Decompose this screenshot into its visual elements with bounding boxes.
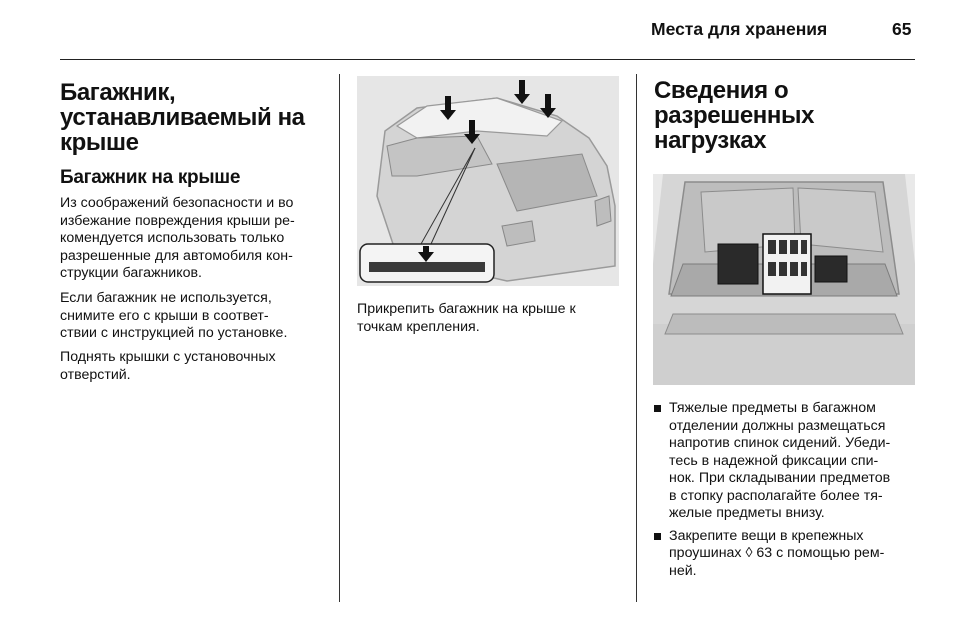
load-tips-list	[654, 400, 919, 585]
text-line: желые предметы внизу.	[669, 505, 825, 521]
text-line: струкции багажников.	[60, 265, 202, 281]
page-header-title: Места для хранения	[651, 19, 828, 39]
column-divider-right	[636, 74, 637, 602]
text-line: точкам крепления.	[357, 318, 480, 335]
cargo-area-drawing	[653, 174, 915, 385]
section-title-loads	[654, 78, 814, 153]
text-line: Тяжелые предметы в багажном	[669, 400, 876, 416]
paragraph-not-used	[60, 290, 287, 343]
text-line: ствии с инструкцией по установке.	[60, 325, 288, 341]
text-line: в стопку располагайте более тя-	[669, 487, 883, 504]
bullet-square-icon	[654, 405, 661, 412]
title-line: устанавливаемый на	[60, 104, 305, 131]
paragraph-lift-covers	[60, 349, 276, 384]
section-title-roof-rack	[60, 80, 305, 155]
car-roof-drawing	[357, 76, 619, 286]
text-line: тесь в надежной фиксации спи-	[669, 452, 879, 469]
roof-rack-illustration	[357, 76, 619, 286]
text-line: избежание повреждения крыши ре-	[60, 212, 295, 229]
column-divider-left	[339, 74, 340, 602]
text-line: отделении должны размещаться	[669, 417, 886, 434]
text-line: Если багажник не используется,	[60, 290, 272, 306]
header-rule	[60, 59, 915, 60]
bullet-square-icon	[654, 533, 661, 540]
title-line: Багажник,	[60, 79, 176, 106]
illustration-caption	[357, 301, 576, 336]
text-line: нок. При складывании предметов	[669, 470, 891, 486]
text-line: разрешенные для автомобиля кон-	[60, 247, 293, 264]
list-item	[654, 528, 919, 581]
text-line: ней.	[669, 562, 697, 579]
page-number: 65	[892, 19, 912, 39]
title-line: разрешенных	[654, 102, 815, 129]
text-line: снимите его с крыши в соответ-	[60, 307, 269, 324]
text-line: Прикрепить багажник на крыше к	[357, 301, 576, 317]
title-line: крыше	[60, 129, 139, 156]
title-line: Сведения о	[654, 77, 789, 104]
text-line: Закрепите вещи в крепежных	[669, 527, 864, 544]
title-line: нагрузках	[654, 127, 767, 154]
text-line: комендуется использовать только	[60, 230, 285, 246]
text-line: отверстий.	[60, 366, 131, 383]
list-item	[654, 400, 919, 523]
cargo-loading-illustration	[653, 174, 915, 385]
text-line: проушинах ◊ 63 с помощью рем-	[669, 545, 885, 561]
paragraph-safety	[60, 195, 295, 283]
text-line: напротив спинок сидений. Убеди-	[669, 435, 891, 451]
text-line: Из соображений безопасности и во	[60, 195, 294, 211]
subsection-title: Багажник на крыше	[60, 167, 241, 188]
text-line: Поднять крышки с установочных	[60, 349, 276, 365]
